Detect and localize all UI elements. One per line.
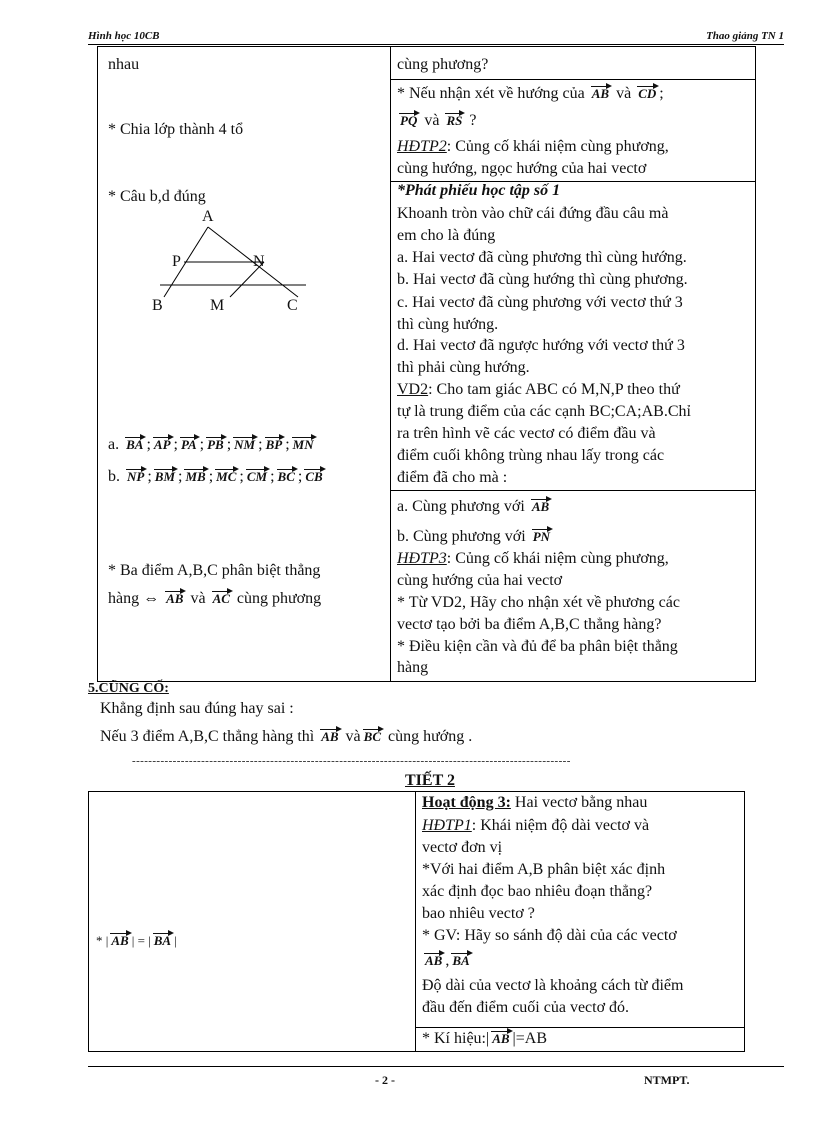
text: và	[190, 590, 206, 607]
page-number: - 2 -	[375, 1073, 395, 1087]
vector-cm: CM	[246, 469, 268, 484]
point-b: B	[152, 297, 163, 314]
point-p: P	[172, 253, 181, 270]
text: : Cho tam giác ABC có M,N,P theo thứ	[428, 381, 680, 398]
vector-rs: RS	[446, 113, 463, 128]
tu-vd2-2: vectơ tạo bởi ba điểm A,B,C thẳng hàng?	[397, 616, 662, 633]
text: Nếu 3 điểm A,B,C thẳng hàng thì	[100, 728, 315, 745]
tp1-line	[422, 815, 649, 837]
separator: ;	[285, 436, 290, 453]
vector-ab: AB	[492, 1031, 510, 1046]
vector-ab: AB	[531, 499, 550, 514]
vector-ab: AB	[591, 86, 610, 101]
text: hàng ⇔	[108, 590, 160, 607]
vector-pb: PB	[207, 437, 224, 452]
vector-pa: PA	[180, 437, 197, 452]
vector-ab: AB	[425, 953, 443, 968]
vector-ab: AB	[166, 591, 184, 606]
hdtp2-line	[397, 136, 669, 158]
khoanh-2: em cho là đúng	[397, 227, 496, 244]
left-chia-lop: * Chia lớp thành 4 tổ	[108, 121, 244, 138]
cungco-line2	[100, 726, 472, 748]
text: : Củng cố khái niệm cùng phương,	[446, 138, 669, 155]
separator: ;	[178, 468, 183, 485]
table-1-row-line	[391, 490, 755, 491]
gv-vectors: AB , BA	[425, 952, 470, 969]
text: và	[424, 112, 440, 129]
vd2-tag: VD2	[397, 381, 429, 398]
q-line2: xác định đọc bao nhiêu đoạn thẳng?	[422, 883, 653, 900]
vector-ba: BA	[153, 933, 172, 948]
vector-mc: MC	[216, 469, 237, 484]
left-nhau: nhau	[108, 56, 140, 73]
table-1-row-line	[391, 79, 755, 80]
cungco-title: 5.CŨNG CỐ:	[88, 681, 169, 696]
text: và	[616, 85, 632, 102]
separator: ;	[146, 436, 151, 453]
vec-list-b	[124, 468, 326, 485]
gv-line: * GV: Hãy so sánh độ dài của các vectơ	[422, 927, 677, 944]
vector-pn: PN	[532, 529, 551, 544]
vd2-line4: điểm cuối không trùng nhau lấy trong các	[397, 447, 665, 464]
text: |=AB	[512, 1030, 547, 1047]
separator: ;	[226, 436, 232, 453]
answer-b-prefix: b.	[108, 468, 120, 485]
vector-pq: PQ	[400, 113, 418, 128]
hdtp3-line2: cùng hướng của hai vectơ	[397, 572, 563, 589]
separator: ;	[258, 436, 263, 453]
cungco-line1: Khẳng định sau đúng hay sai :	[100, 700, 294, 717]
page-header	[88, 30, 784, 45]
vector-np: NP	[127, 469, 145, 484]
answer-b	[108, 466, 326, 488]
hdtp2-line2: cùng hướng, ngọc hướng của hai vectơ	[397, 160, 647, 177]
option-d-2: thì phải cùng hướng.	[397, 359, 530, 376]
text: cùng hướng .	[388, 728, 473, 745]
vector-ba: BA	[126, 437, 144, 452]
tu-vd2-1: * Từ VD2, Hãy cho nhận xét về phương các	[397, 594, 680, 611]
right-l2	[397, 83, 664, 105]
point-c: C	[287, 297, 298, 314]
vector-ab: AB	[111, 933, 129, 948]
answer-a-prefix: a.	[108, 436, 120, 453]
option-b: b. Hai vectơ đã cùng hướng thì cùng phương.	[397, 271, 688, 288]
dash-separator: ------------------------------------------------------------------------------------------------------------	[132, 755, 571, 767]
phat-phieu: *Phát phiếu học tập số 1	[397, 182, 561, 199]
dieu-kien-1: * Điều kiện cần và đủ để ba phân biệt thẳng	[397, 638, 678, 655]
vector-bc: BC	[277, 469, 295, 484]
separator: ;	[199, 436, 205, 453]
khoanh-1: Khoanh tròn vào chữ cái đứng đầu câu mà	[397, 205, 669, 222]
t2-left-formula: * | AB | = | BA |	[96, 933, 177, 948]
vector-cb: CB	[305, 469, 323, 484]
vd2-a	[397, 496, 552, 518]
footer-rule	[88, 1066, 784, 1067]
right-l3	[397, 110, 476, 132]
hd3-title: Hoạt động 3:	[422, 794, 511, 811]
vector-mb: MB	[185, 469, 206, 484]
vd2-line1	[397, 379, 680, 401]
vector-ab: AB	[321, 729, 339, 744]
table-2-divider	[415, 791, 416, 1051]
left-ba-diem: * Ba điểm A,B,C phân biệt thẳng	[108, 562, 321, 579]
footer-right: NTMPT.	[644, 1073, 690, 1087]
vector-ac: AC	[212, 591, 230, 606]
vd2-line2: tự là trung điểm của các cạnh BC;CA;AB.Chỉ	[397, 403, 691, 420]
text: ;	[659, 85, 664, 102]
header-left: Hình học 10CB	[88, 30, 160, 42]
text: a. Cùng phương với	[397, 498, 525, 515]
text: ?	[469, 112, 477, 129]
text: * Kí hiệu:|	[422, 1030, 490, 1047]
vector-bm: BM	[154, 469, 176, 484]
answer-a	[108, 434, 317, 456]
q-line3: bao nhiêu vectơ ?	[422, 905, 535, 922]
vd2-line5: điểm đã cho mà :	[397, 469, 508, 486]
right-l1: cùng phương?	[397, 56, 489, 73]
option-d-1: d. Hai vectơ đã ngược hướng với vectơ thứ 3	[397, 337, 685, 354]
separator: ;	[147, 468, 152, 485]
text: =	[137, 933, 145, 948]
do-dai-2: đầu đến điểm cuối của vectơ đó.	[422, 999, 630, 1016]
option-a: a. Hai vectơ đã cùng phương thì cùng hướng.	[397, 249, 687, 266]
do-dai-1: Độ dài của vectơ là khoảng cách từ điểm	[422, 977, 684, 994]
text: : Củng cố khái niệm cùng phương,	[446, 550, 669, 567]
hd3-title-line	[422, 792, 647, 814]
vector-ap: AP	[153, 437, 171, 452]
separator: ;	[239, 468, 244, 485]
hdtp3-tag: HĐTP3	[397, 550, 447, 567]
vector-bp: BP	[265, 437, 283, 452]
text: b. Cùng phương với	[397, 528, 526, 545]
ki-hieu	[422, 1028, 547, 1050]
point-m: M	[210, 297, 225, 314]
hdtp3-line	[397, 548, 669, 570]
vd2-b	[397, 526, 553, 548]
left-ba-diem-cont	[108, 588, 321, 610]
vd2-line3: ra trên hình vẽ các vectơ có điểm đầu và	[397, 425, 656, 442]
separator: ;	[270, 468, 275, 485]
vector-mn: MN	[292, 437, 314, 452]
tiet2-title: TIẾT 2	[405, 772, 455, 789]
table-1-divider	[390, 46, 391, 681]
text: *	[96, 933, 103, 948]
vec-list-a	[123, 436, 317, 453]
text: cùng phương	[236, 590, 322, 607]
q-line1: *Với hai điểm A,B phân biệt xác định	[422, 861, 666, 878]
separator: ;	[208, 468, 214, 485]
point-n: N	[253, 253, 265, 270]
vector-cd: CD	[638, 86, 657, 101]
dieu-kien-2: hàng	[397, 659, 429, 676]
text: và	[345, 728, 361, 745]
text: Hai vectơ bằng nhau	[514, 794, 648, 811]
text: * Nếu nhận xét về hướng của	[397, 85, 585, 102]
option-c-2: thì cùng hướng.	[397, 316, 499, 333]
tp1-line2: vectơ đơn vị	[422, 839, 503, 856]
left-cau-bd: * Câu b,d đúng	[108, 188, 206, 205]
vector-nm: NM	[234, 437, 256, 452]
tp1-tag: HĐTP1	[422, 817, 472, 834]
vector-ba: BA	[452, 953, 470, 968]
point-a: A	[202, 208, 214, 225]
vector-bc: BC	[363, 729, 381, 744]
separator: ;	[173, 436, 178, 453]
hdtp2-tag: HĐTP2	[397, 138, 447, 155]
option-c-1: c. Hai vectơ đã cùng phương với vectơ thứ 3	[397, 294, 683, 311]
text: : Khái niệm độ dài vectơ và	[471, 817, 650, 834]
header-right: Thao giảng TN 1	[706, 30, 784, 42]
separator: ;	[297, 468, 303, 485]
